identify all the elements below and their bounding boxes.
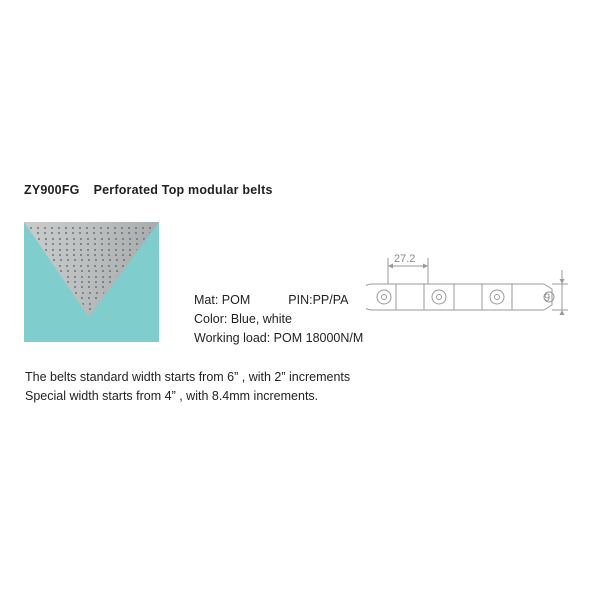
technical-drawing-svg — [366, 240, 572, 340]
technical-drawing — [366, 240, 572, 340]
height-dimension-label: 9 — [544, 292, 551, 304]
spec-pin: PIN:PP/PA — [288, 293, 349, 307]
product-name: Perforated Top modular belts — [93, 183, 273, 197]
arrow-up — [560, 279, 565, 284]
arrow-down — [560, 310, 565, 315]
product-code: ZY900FG — [24, 183, 80, 197]
pin-hole-1 — [377, 290, 391, 304]
specifications-block — [194, 291, 363, 348]
spec-material: Mat: POM — [194, 293, 251, 307]
pin-hole-1-inner — [382, 295, 387, 300]
arrow-left — [388, 264, 393, 269]
note-line-1: The belts standard width starts from 6” , with 2” increments — [25, 370, 351, 384]
arrow-right — [423, 264, 428, 269]
product-title — [24, 183, 273, 197]
product-photo — [24, 222, 159, 342]
spec-color: Color: Blue, white — [194, 312, 292, 326]
spec-working-load: Working load: POM 18000N/M — [194, 331, 364, 345]
left-end-arc — [366, 284, 372, 310]
pin-hole-2-inner — [437, 295, 442, 300]
belt-perforations — [24, 222, 159, 317]
note-line-2: Special width starts from 4” , with 8.4mm increments. — [25, 389, 319, 403]
notes-block — [25, 368, 350, 406]
pin-hole-3-inner — [495, 295, 500, 300]
width-dimension-label: 27.2 — [394, 253, 416, 265]
pin-hole-3 — [490, 290, 504, 304]
spec-row-material — [194, 291, 363, 310]
pin-hole-2 — [432, 290, 446, 304]
